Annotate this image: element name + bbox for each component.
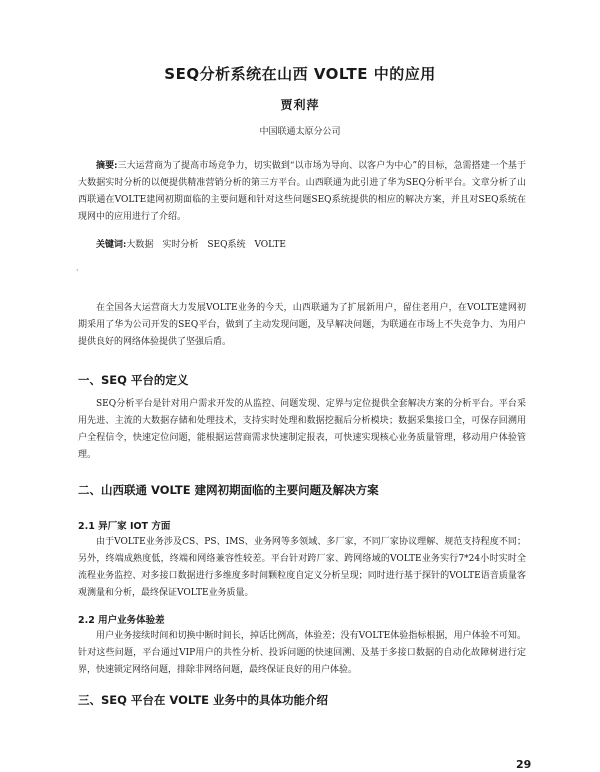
- abstract-text: 三大运营商为了提高市场竞争力，切实做到“以市场为导向、以客户为中心”的目标，急需搭建一个基于大数据实时分析的以便提供精准营销分析的第三方平台。山西联通为此引进了华为SEQ分析平台。文章分析了山西联通在VOLTE建网初期面临的主要问题和针对这些问题SEQ系统提供的相应的解决方案，并且对SEQ系统在现网中的应用进行了介绍。: [78, 161, 526, 222]
- section-2-2-heading: 2.2 用户业务体验差: [78, 615, 165, 626]
- author-name: 贾利萍: [280, 98, 320, 112]
- abstract-label: 摘要:: [96, 161, 118, 171]
- paper-title: SEQ分析系统在山西 VOLTE 中的应用: [164, 65, 436, 83]
- keywords: [96, 237, 526, 254]
- abstract: [78, 158, 526, 226]
- author-affiliation: 中国联通太原分公司: [259, 127, 341, 137]
- section-2-heading: 二、山西联通 VOLTE 建网初期面临的主要问题及解决方案: [78, 483, 379, 497]
- section-3-heading: 三、SEQ 平台在 VOLTE 业务中的具体功能介绍: [78, 693, 329, 707]
- section-2-1-body: 由于VOLTE业务涉及CS、PS、IMS、业务网等多领域、多厂家，不同厂家协议理解、规范支持程度不同；另外，终端成熟度低，终端和网络兼容性较差。平台针对跨厂家、跨网络域的VOLTE业务实行7*24小时实时全流程业务监控、对多接口数据进行多维度多时间颗粒度自定义分析呈现；同时进行基于探针的VOLTE语音质量客观测量和分析，最终保证VOLTE业务质量。: [78, 537, 526, 598]
- section-1-body: SEQ分析平台是针对用户需求开发的从监控、问题发现、定界与定位提供全套解决方案的分析平台。平台采用先进、主流的大数据存储和处理技术，支持实时处理和数据挖掘后分析模块；数据采集接口全，可保存回溯用户全程信令，快速定位问题，能根据运营商需求快速制定报表，可快速实现核心业务质量管理，移动用户体验管理。: [78, 399, 526, 460]
- keywords-label: 关键词:: [96, 240, 127, 250]
- section-2-2-body: 用户业务接续时间和切换中断时间长，掉话比例高，体验差；没有VOLTE体验指标根据，用户体验不可知。针对这些问题，平台通过VIP用户的共性分析、投诉问题的快速回溯、及基于多接口数据的自动化故障树进行定界，快速锁定网络问题，排除非网络问题，最终保证良好的用户体验。: [78, 631, 526, 675]
- section-2-1-heading: 2.1 异厂家 IOT 方面: [78, 521, 171, 532]
- keywords-text: 大数据 实时分析 SEQ系统 VOLTE: [126, 240, 286, 250]
- section-1-heading: 一、SEQ 平台的定义: [78, 373, 189, 387]
- scan-speck: ·: [76, 266, 79, 275]
- page-number: 29: [516, 758, 532, 771]
- intro-paragraph: 在全国各大运营商大力发展VOLTE业务的今天，山西联通为了扩展新用户，留住老用户，在VOLTE建网初期采用了华为公司开发的SEQ平台，做到了主动发现问题，及早解决问题，为联通在市场上不失竞争力、为用户提供良好的网络体验提供了坚强后盾。: [78, 303, 526, 347]
